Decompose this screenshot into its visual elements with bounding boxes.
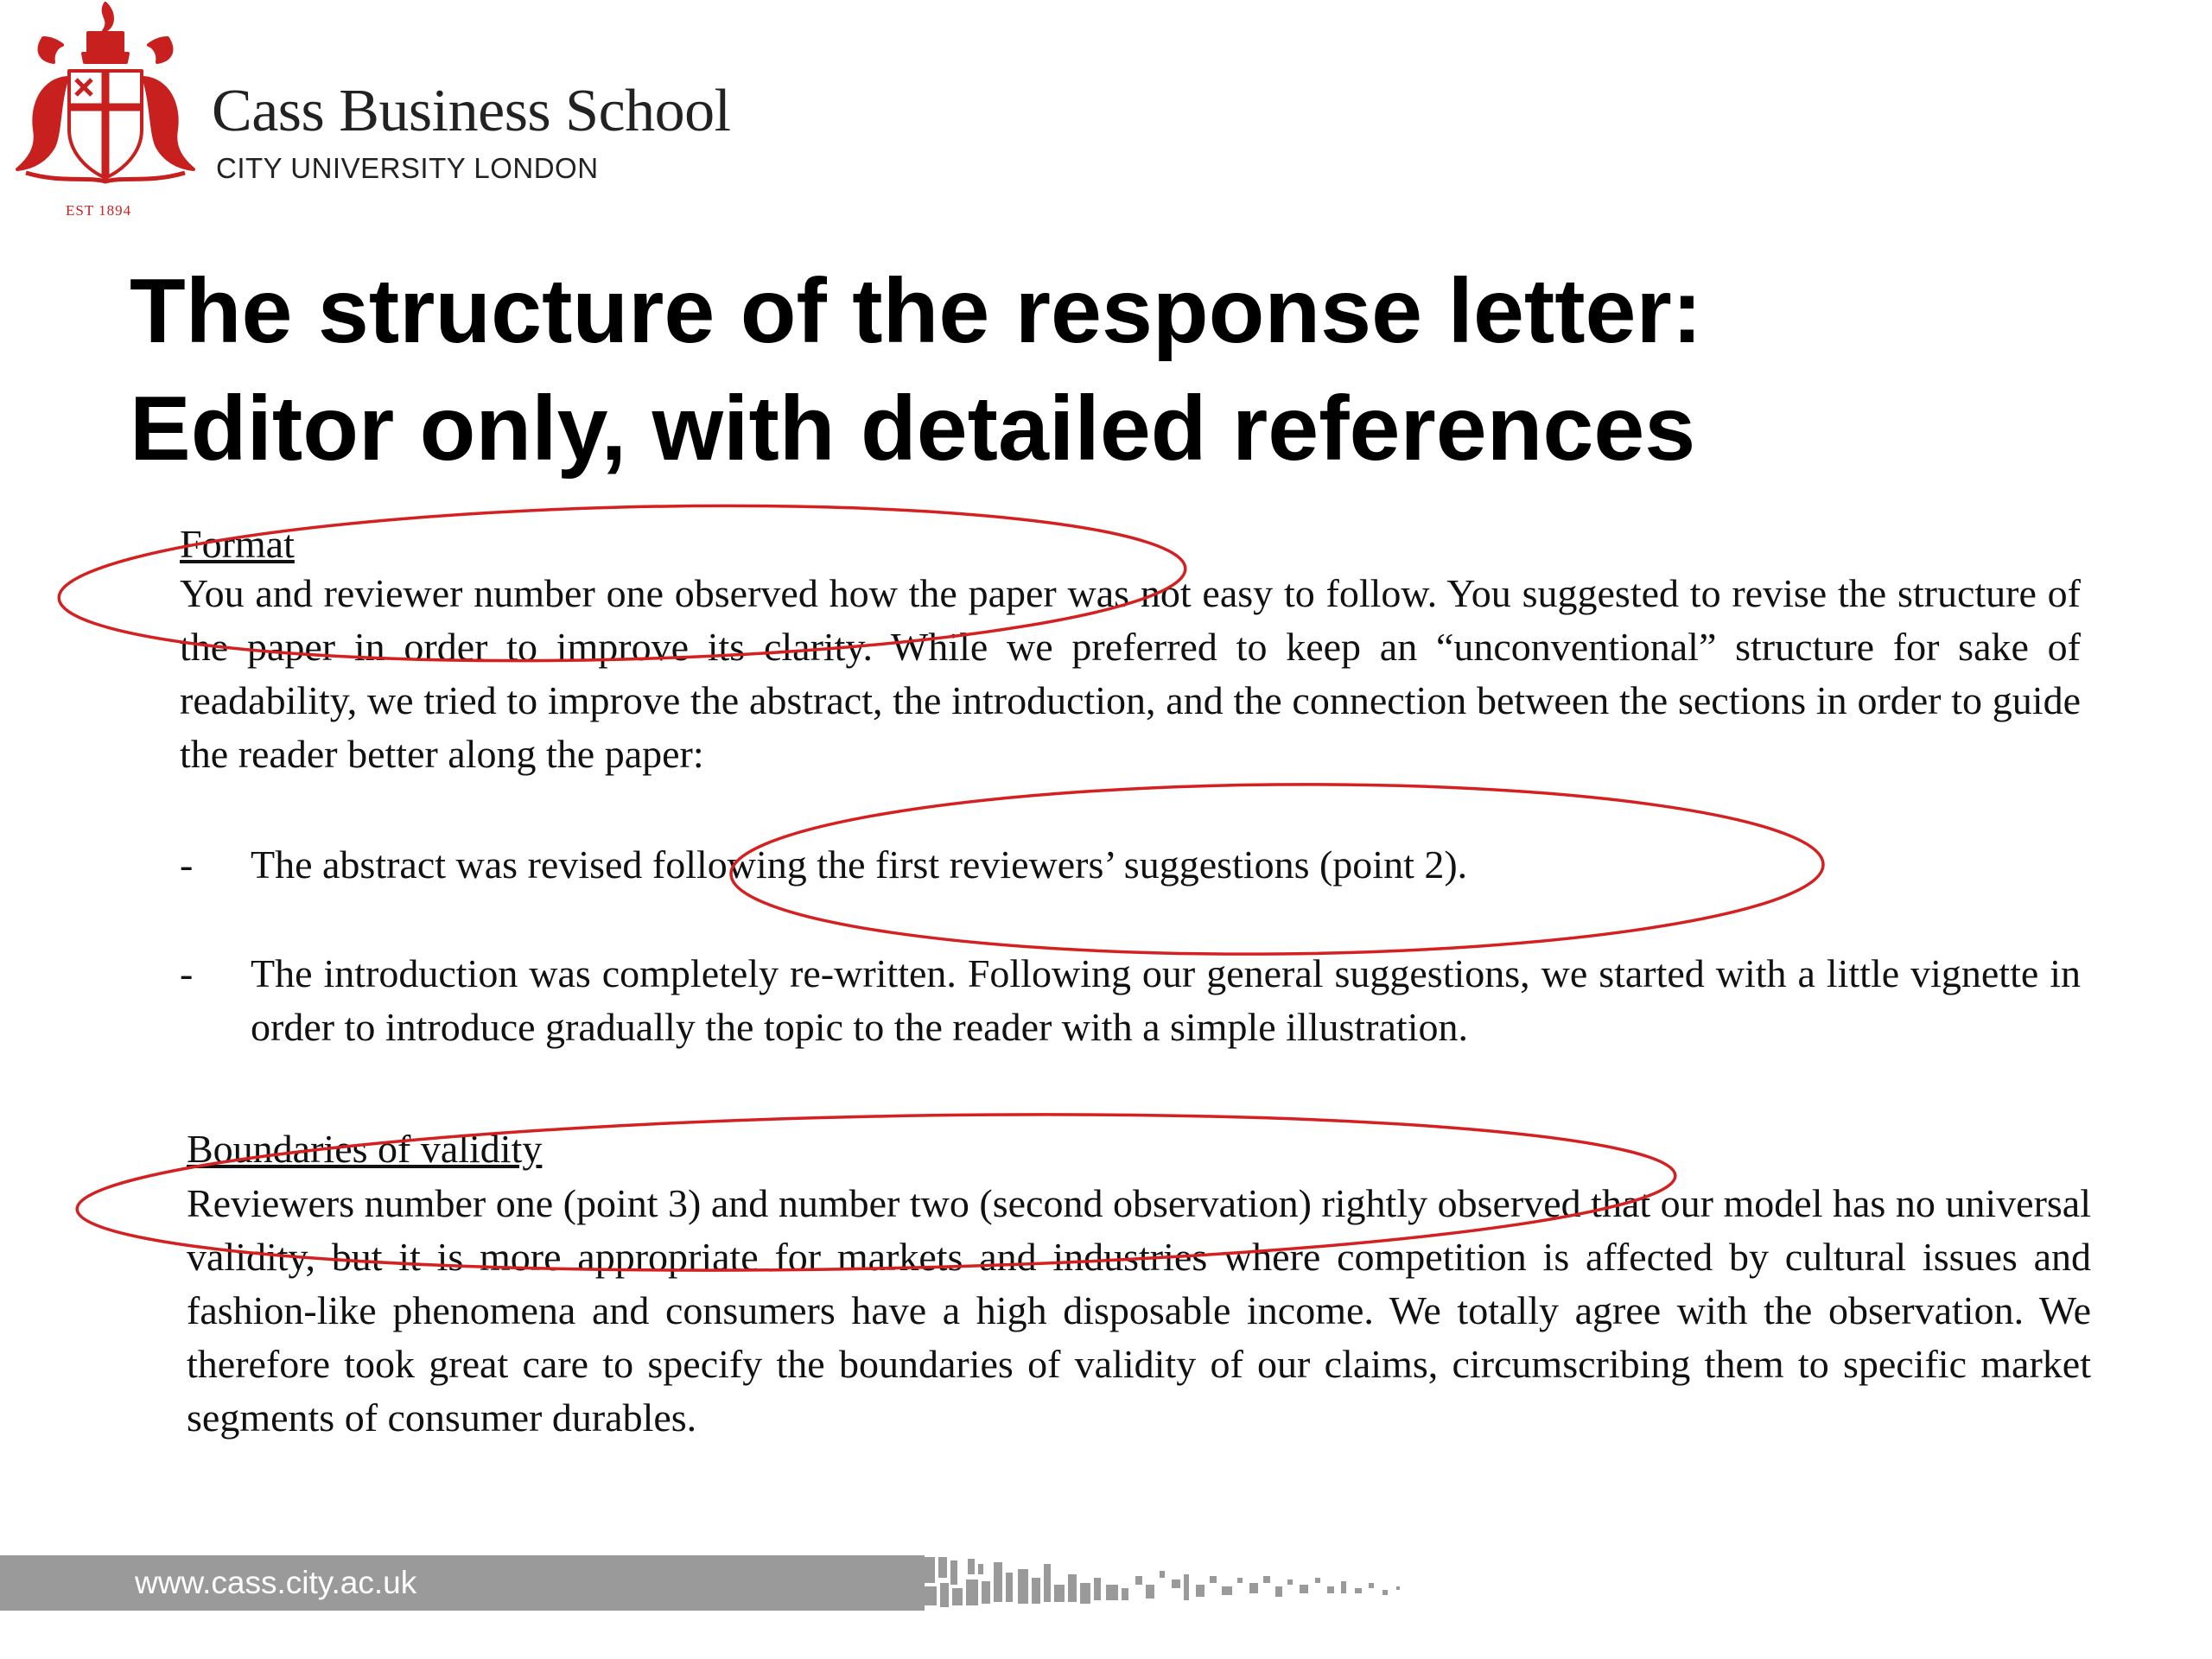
crest-established-text: EST 1894 bbox=[66, 202, 132, 219]
bullet-item-2: The introduction was completely re-written. Following our general suggestions, we started with a little vignette in order to introduce gradually the topic to the reader with a simple illustration. bbox=[251, 951, 2081, 1049]
school-name: Cass Business School bbox=[212, 78, 731, 144]
slide-title-line-1: The structure of the response letter: bbox=[130, 260, 1703, 362]
format-heading: Format bbox=[180, 522, 295, 566]
validity-heading: Boundaries of validity bbox=[187, 1127, 543, 1171]
slide-title-line-2: Editor only, with detailed references bbox=[130, 378, 1696, 480]
pixel-pattern-icon bbox=[925, 1552, 1529, 1614]
footer-url: www.cass.city.ac.uk bbox=[135, 1565, 417, 1600]
bullet-dash-2: - bbox=[180, 951, 194, 995]
bullet-dash-1: - bbox=[180, 842, 194, 887]
validity-paragraph: Reviewers number one (point 3) and number two (second observation) rightly observed that our model has no universal validity, but it is more appropriate for markets and industries where competition is affected by cultural issues and fashion-like phenomena and consumers have a high disposable income. We totally agree with the observation. We therefore took great care to specify the boundaries of validity of our claims, circumscribing them to specific market segments of consumer durables. bbox=[187, 1181, 2091, 1440]
university-name: CITY UNIVERSITY LONDON bbox=[216, 152, 599, 184]
bullet-item-1: The abstract was revised following the first reviewers’ suggestions (point 2). bbox=[251, 842, 1468, 887]
format-paragraph: You and reviewer number one observed how the paper was not easy to follow. You suggested to revise the structure of the paper in order to improve its clarity. While we preferred to keep an “unconventional” structure for sake of readability, we tried to improve the abstract, the introduction, and the connection between the sections in order to guide the reader better along the paper: bbox=[180, 571, 2081, 776]
